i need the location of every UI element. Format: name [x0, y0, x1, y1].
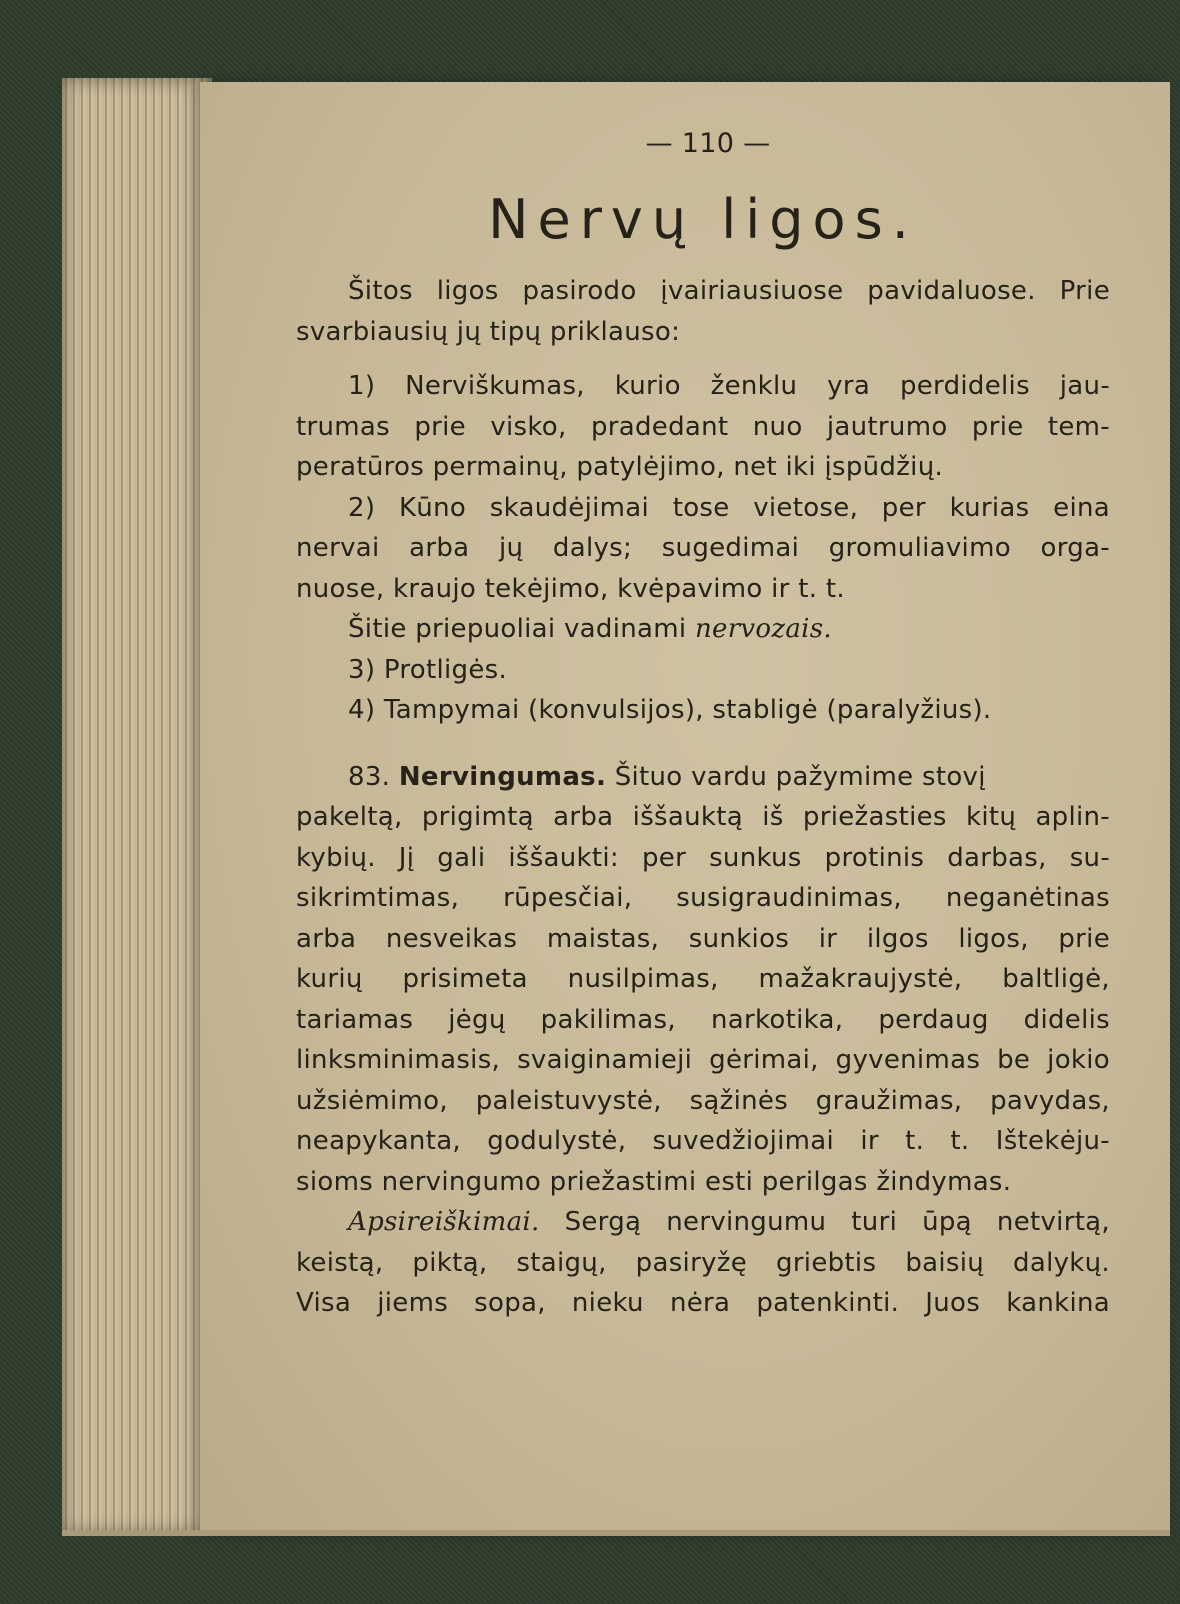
- text-line: nervai arba jų dalys; sugedimai gromuliavimo orga-: [296, 533, 1110, 563]
- text-line: Visa jiems sopa, nieku nėra patenkinti. Juos kankina: [296, 1288, 1110, 1318]
- text-line: pakeltą, prigimtą arba iššauktą iš priežasties kitų aplin-: [296, 802, 1110, 832]
- text-line: peratūros permainų, patylėjimo, net iki įspūdžių.: [296, 452, 944, 482]
- text-segment: Sergą nervingumu turi ūpą netvirtą,: [564, 1207, 1110, 1237]
- page-number: — 110 —: [645, 128, 771, 159]
- text-line: [296, 1202, 1110, 1243]
- text-segment: Šitie priepuoliai vadinami: [348, 614, 687, 644]
- page-bottom-edge: [62, 1530, 1170, 1536]
- section-number: 83.: [348, 761, 391, 792]
- text-line: trumas prie visko, pradedant nuo jautrumo prie tem-: [296, 411, 1110, 442]
- italic-term: Apsireiškimai.: [348, 1207, 540, 1237]
- text-line: sioms nervingumo priežastimi esti perilgas žindymas.: [296, 1166, 1012, 1197]
- section-heading: Nervingumas.: [398, 761, 607, 792]
- text-line: neapykanta, godulystė, suvedžiojimai ir t. t. Ištekėju-: [296, 1126, 1110, 1156]
- text-segment: Šituo vardu pažymime stovį: [614, 761, 986, 792]
- text-line: kurių prisimeta nusilpimas, mažakraujystė, baltligė,: [296, 964, 1110, 994]
- text-line: sikrimtimas, rūpesčiai, susigraudinimas, neganėtinas: [296, 883, 1110, 913]
- page-content: [296, 120, 1110, 1324]
- text-line: 1) Nerviškumas, kurio ženklu yra perdidelis jau-: [348, 371, 1110, 401]
- text-line: tariamas jėgų pakilimas, narkotika, perdaug didelis: [296, 1004, 1110, 1035]
- text-line: svarbiausių jų tipų priklauso:: [296, 316, 681, 347]
- text-line: [296, 609, 1110, 650]
- section-heading-line: [296, 757, 1110, 798]
- page-edges: [62, 78, 212, 1534]
- text-line: keistą, piktą, staigų, pasiryžę griebtis baisių dalykų.: [296, 1247, 1110, 1278]
- text-line: arba nesveikas maistas, sunkios ir ilgos ligos, prie: [296, 923, 1110, 954]
- text-line: nuose, kraujo tekėjimo, kvėpavimo ir t. t.: [296, 573, 845, 604]
- text-line: linksminimasis, svaiginamieji gėrimai, gyvenimas be jokio: [296, 1045, 1110, 1075]
- text-line: 4) Tampymai (konvulsijos), stabligė (paralyžius).: [348, 695, 992, 725]
- chapter-title: Nervų ligos.: [488, 188, 918, 251]
- text-line: Šitos ligos pasirodo įvairiausiuose pavidaluose. Prie: [348, 276, 1110, 306]
- text-line: užsiėmimo, paleistuvystė, sąžinės graužimas, pavydas,: [296, 1085, 1110, 1116]
- text-line: kybių. Jį gali iššaukti: per sunkus protinis darbas, su-: [296, 842, 1110, 873]
- italic-term: nervozais.: [694, 614, 832, 644]
- text-line: 2) Kūno skaudėjimai tose vietose, per kurias eina: [348, 492, 1110, 523]
- text-line: 3) Protligės.: [348, 654, 508, 685]
